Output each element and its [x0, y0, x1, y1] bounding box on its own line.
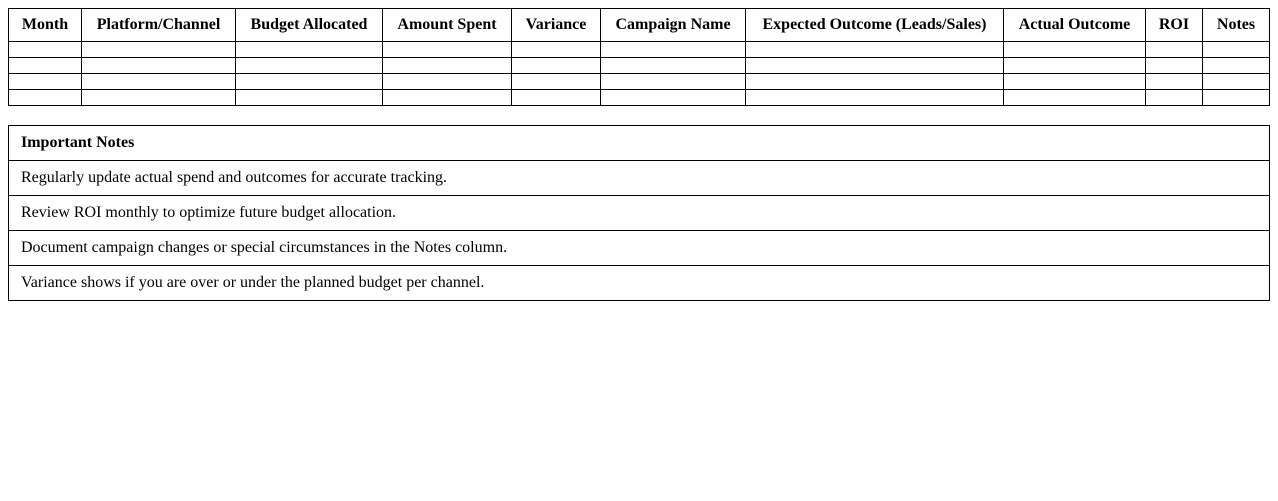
col-expected-outcome: Expected Outcome (Leads/Sales) — [746, 9, 1004, 42]
table-cell[interactable] — [1004, 42, 1146, 58]
important-notes-table — [8, 125, 1270, 301]
table-cell[interactable] — [512, 58, 601, 74]
note-row — [9, 266, 1270, 301]
table-cell[interactable] — [1203, 74, 1270, 90]
table-cell[interactable] — [383, 90, 512, 106]
note-item: Regularly update actual spend and outcomes for accurate tracking. — [9, 161, 1270, 196]
table-cell[interactable] — [1146, 42, 1203, 58]
table-cell[interactable] — [1203, 58, 1270, 74]
note-item: Variance shows if you are over or under the planned budget per channel. — [9, 266, 1270, 301]
col-actual-outcome: Actual Outcome — [1004, 9, 1146, 42]
table-cell[interactable] — [383, 42, 512, 58]
notes-heading: Important Notes — [9, 126, 1270, 161]
table-cell[interactable] — [746, 42, 1004, 58]
table-cell[interactable] — [1004, 74, 1146, 90]
note-item: Review ROI monthly to optimize future budget allocation. — [9, 196, 1270, 231]
col-campaign-name: Campaign Name — [601, 9, 746, 42]
table-cell[interactable] — [82, 74, 236, 90]
table-cell[interactable] — [9, 74, 82, 90]
table-cell[interactable] — [601, 58, 746, 74]
table-cell[interactable] — [512, 42, 601, 58]
table-cell[interactable] — [1203, 90, 1270, 106]
header-row — [9, 9, 1270, 42]
table-cell[interactable] — [82, 58, 236, 74]
note-row — [9, 161, 1270, 196]
table-cell[interactable] — [746, 74, 1004, 90]
table-cell[interactable] — [601, 74, 746, 90]
table-cell[interactable] — [746, 90, 1004, 106]
table-cell[interactable] — [1203, 42, 1270, 58]
table-cell[interactable] — [746, 58, 1004, 74]
table-cell[interactable] — [383, 58, 512, 74]
table-cell[interactable] — [1146, 90, 1203, 106]
table-cell[interactable] — [9, 90, 82, 106]
table-cell[interactable] — [82, 90, 236, 106]
table-cell[interactable] — [1146, 58, 1203, 74]
note-row — [9, 196, 1270, 231]
table-cell[interactable] — [1004, 58, 1146, 74]
table-cell[interactable] — [236, 74, 383, 90]
note-item: Document campaign changes or special circumstances in the Notes column. — [9, 231, 1270, 266]
col-notes: Notes — [1203, 9, 1270, 42]
table-cell[interactable] — [1004, 90, 1146, 106]
table-cell[interactable] — [601, 42, 746, 58]
budget-table — [8, 8, 1270, 106]
table-cell[interactable] — [1146, 74, 1203, 90]
table-cell[interactable] — [236, 42, 383, 58]
col-variance: Variance — [512, 9, 601, 42]
table-cell[interactable] — [236, 90, 383, 106]
note-row — [9, 231, 1270, 266]
notes-heading-row — [9, 126, 1270, 161]
table-row — [9, 74, 1270, 90]
table-row — [9, 90, 1270, 106]
table-cell[interactable] — [383, 74, 512, 90]
col-platform-channel: Platform/Channel — [82, 9, 236, 42]
table-cell[interactable] — [82, 42, 236, 58]
table-cell[interactable] — [601, 90, 746, 106]
col-roi: ROI — [1146, 9, 1203, 42]
col-amount-spent: Amount Spent — [383, 9, 512, 42]
table-cell[interactable] — [512, 74, 601, 90]
table-cell[interactable] — [236, 58, 383, 74]
table-cell[interactable] — [9, 58, 82, 74]
table-row — [9, 58, 1270, 74]
table-cell[interactable] — [9, 42, 82, 58]
col-budget-allocated: Budget Allocated — [236, 9, 383, 42]
col-month: Month — [9, 9, 82, 42]
table-cell[interactable] — [512, 90, 601, 106]
table-row — [9, 42, 1270, 58]
